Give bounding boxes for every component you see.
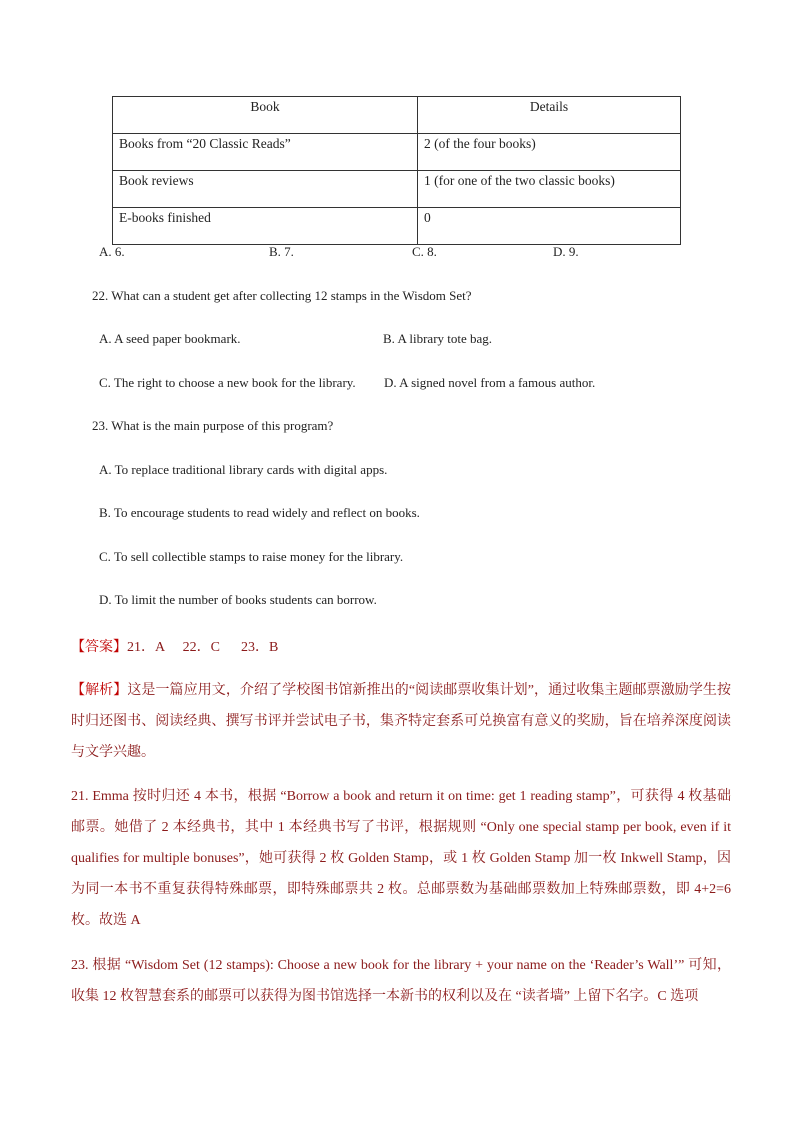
q23-question: 23. What is the main purpose of this program?	[92, 418, 334, 433]
q21-option-d: D. 9.	[553, 244, 579, 259]
table-header-row	[113, 97, 681, 134]
q22-option-a: A. A seed paper bookmark.	[99, 331, 241, 346]
analysis-label: 【解析】	[71, 683, 128, 698]
q23-option-a: A. To replace traditional library cards with digital apps.	[99, 462, 388, 477]
table-cell: 1 (for one of the two classic books)	[418, 171, 681, 208]
q22-question: 22. What can a student get after collecting 12 stamps in the Wisdom Set?	[92, 288, 472, 303]
analysis-text: 这是一篇应用文，介绍了学校图书馆新推出的“阅读邮票收集计划”，通过收集主题邮票激励学生按时归还图书、阅读经典、撰写书评并尝试电子书，集齐特定套系可兑换富有意义的奖励，旨在培养深度阅读与文学兴趣。	[71, 683, 731, 760]
table-row	[113, 208, 681, 245]
q23-option-d: D. To limit the number of books students can borrow.	[99, 592, 377, 607]
table-cell: Books from “20 Classic Reads”	[113, 134, 418, 171]
table-cell: 2 (of the four books)	[418, 134, 681, 171]
table-row	[113, 134, 681, 171]
answer-text: 21．A 22．C 23．B	[127, 640, 279, 655]
table-cell: Book reviews	[113, 171, 418, 208]
q21-option-c: C. 8.	[412, 244, 437, 259]
book-details-table	[112, 96, 681, 245]
q21-option-a: A. 6.	[99, 244, 125, 259]
table-header-details: Details	[418, 97, 681, 134]
table-row	[113, 171, 681, 208]
q21-option-b: B. 7.	[269, 244, 294, 259]
q23-option-c: C. To sell collectible stamps to raise money for the library.	[99, 549, 404, 564]
answer-label: 【答案】	[71, 640, 127, 655]
q23-option-b: B. To encourage students to read widely and reflect on books.	[99, 505, 420, 520]
table-cell: E-books finished	[113, 208, 418, 245]
q22-option-b: B. A library tote bag.	[383, 331, 493, 346]
analysis-paragraph	[71, 675, 731, 768]
q22-option-c: C. The right to choose a new book for the library.	[99, 375, 356, 390]
table-cell: 0	[418, 208, 681, 245]
answer-line	[71, 636, 278, 656]
table-header-book: Book	[113, 97, 418, 134]
explanation-21: 21. Emma 按时归还 4 本书，根据 “Borrow a book and return it on time: get 1 reading stamp”，可获得 4 枚基础邮票。她借了 2 本经典书，其中 1 本经典书写了书评，根据规则 “Only one special stamp per book, even if it qualifies for multiple bonuses”，她可获得 2 枚 Golden Stamp，或 1 枚 Golden Stamp 加一枚 Inkwell Stamp，因为同一本书不重复获得特殊邮票，即特殊邮票共 2 枚。总邮票数为基础邮票数加上特殊邮票数，即 4+2=6 枚。故选 A	[71, 789, 731, 928]
q22-option-d: D. A signed novel from a famous author.	[384, 375, 596, 390]
explanation-23: 23. 根据 “Wisdom Set (12 stamps): Choose a new book for the library + your name on the ‘Reader’s Wall’” 可知，收集 12 枚智慧套系的邮票可以获得为图书馆选择一本新书的权利以及在 “读者墙” 上留下名字。C 选项	[71, 958, 731, 1004]
